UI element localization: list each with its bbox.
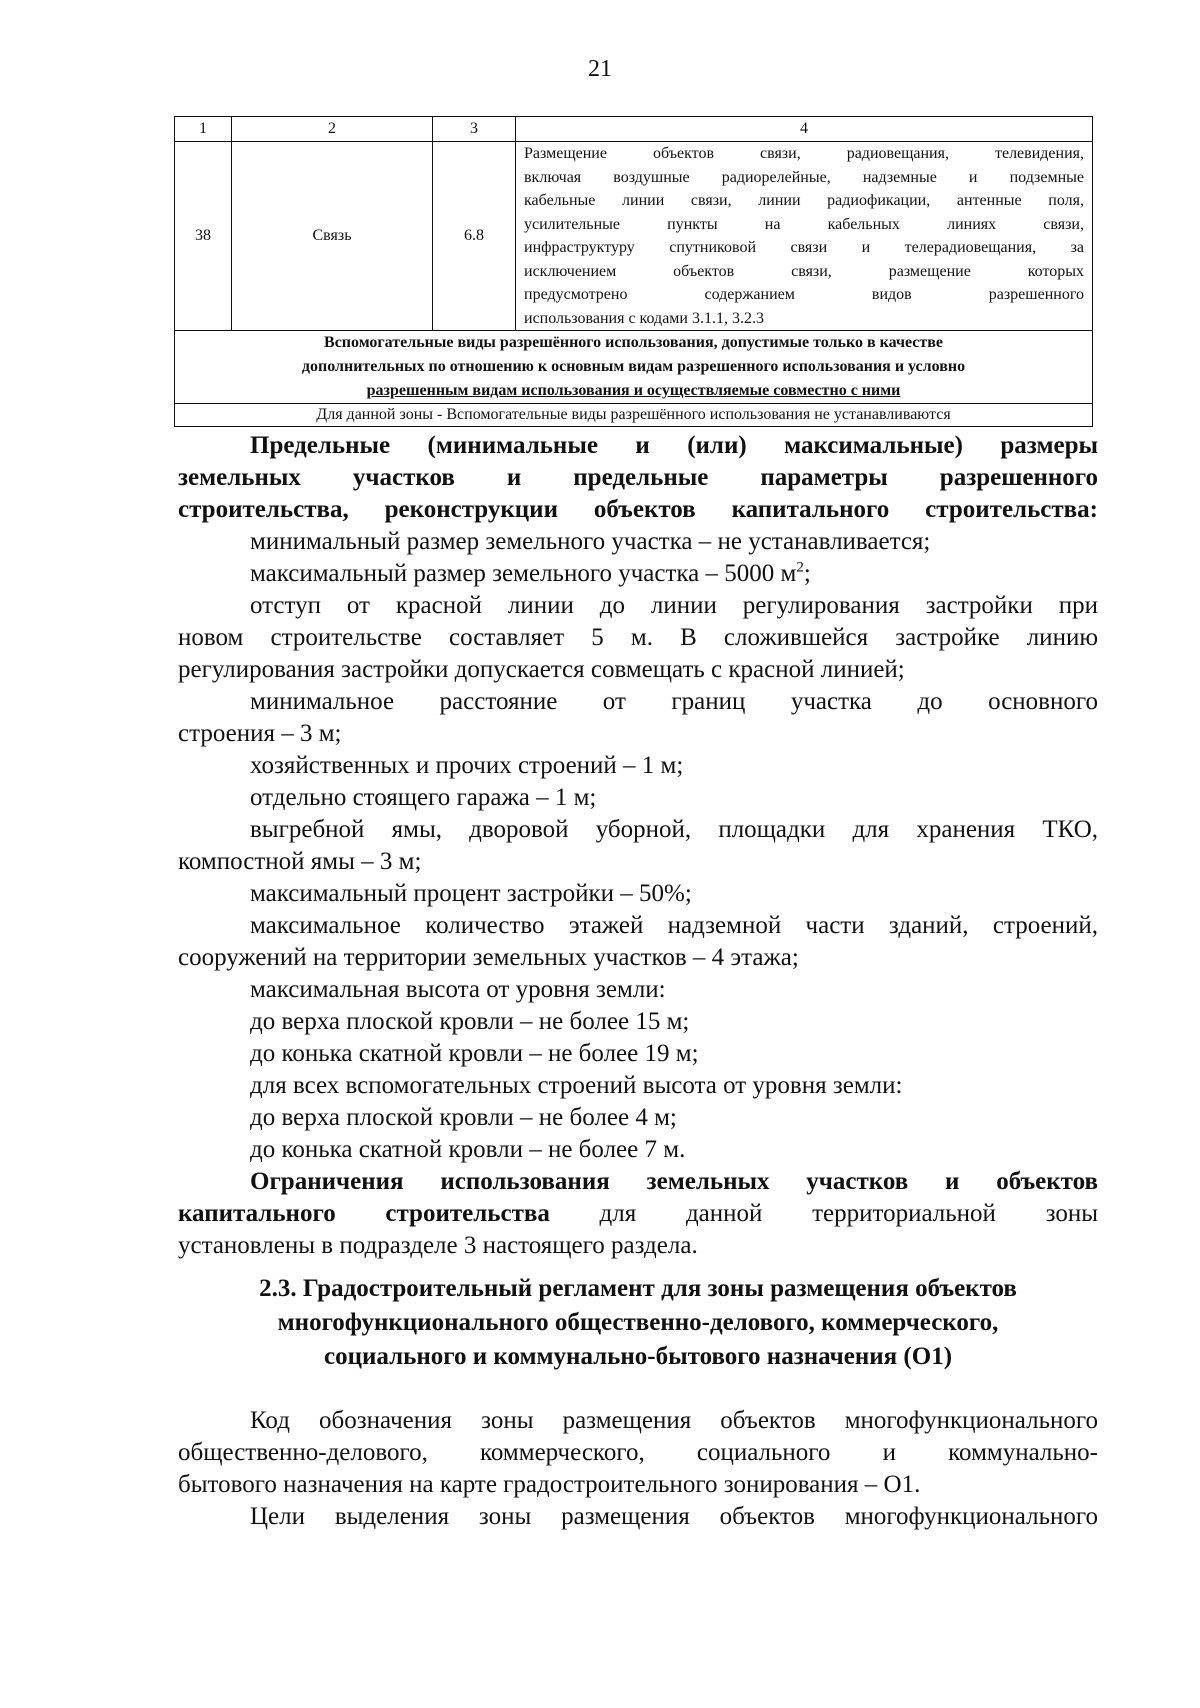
land-use-table <box>174 116 1093 427</box>
cesspit-line: компостной ямы – 3 м; <box>178 848 422 875</box>
table-row <box>175 142 1093 331</box>
setback-line: регулирования застройки допускается совмещать с красной линией; <box>178 656 905 683</box>
setback-line: отступ от красной линии до линии регулирования застройки при <box>250 592 1098 619</box>
max-plot-superscript: 2 <box>796 559 804 576</box>
max-height: максимальная высота от уровня земли: <box>250 976 666 1003</box>
use-code: 6.8 <box>433 142 516 331</box>
limits-heading-line: Предельные (минимальные и (или) максимальные) размеры <box>250 432 1098 459</box>
description-line: использования с кодами 3.1.1, 3.2.3 <box>524 309 764 327</box>
description-line: предусмотрено содержанием видов разрешенного <box>524 286 1084 303</box>
section-title-line: 2.3. Градостроительный регламент для зоны размещения объектов <box>259 1275 1017 1302</box>
zone-code-section <box>178 1405 1098 1533</box>
max-plot-size <box>178 558 1098 590</box>
zone-code-line: общественно-делового, коммерческого, социального и коммунально- <box>178 1439 1098 1466</box>
banner-line: дополнительных по отношению к основным видам разрешенного использования и условно <box>301 358 966 375</box>
banner-line: Вспомогательные виды разрешённого использования, допустимые только в качестве <box>324 334 943 351</box>
table-header-cell: 4 <box>516 117 1093 142</box>
restrictions-bold: капитального строительства <box>178 1200 550 1227</box>
aux-flat-roof: до верха плоской кровли – не более 4 м; <box>250 1104 677 1131</box>
pitched-roof-height: до конька скатной кровли – не более 19 м; <box>250 1040 699 1067</box>
row-number: 38 <box>175 142 232 331</box>
table-header-cell: 3 <box>433 117 516 142</box>
use-description <box>516 142 1093 331</box>
zone-note-row <box>175 404 1093 427</box>
description-line: исключением объектов связи, размещение которых <box>524 262 1084 280</box>
description-line: Размещение объектов связи, радиовещания, телевидения, <box>524 145 1084 162</box>
description-line: усилительные пункты на кабельных линиях связи, <box>524 215 1084 233</box>
aux-uses-banner <box>175 331 1093 404</box>
restrictions-line <box>178 1198 1098 1230</box>
limits-heading-line: земельных участков и предельные параметры разрешенного <box>178 464 1098 491</box>
description-line: инфраструктуру спутниковой связи и телерадиовещания, за <box>524 239 1084 256</box>
zone-note: Для данной зоны - Вспомогательные виды разрешённого использования не устанавливаются <box>175 404 1093 427</box>
min-distance-line: минимальное расстояние от границ участка до основного <box>250 688 1098 715</box>
max-plot-punct: ; <box>803 560 811 587</box>
description-line: кабельные линии связи, линии радиофикации, антенные поля, <box>524 192 1084 209</box>
use-name: Связь <box>232 142 433 331</box>
garage-distance: отдельно стоящего гаража – 1 м; <box>250 784 597 811</box>
table-header-cell: 2 <box>232 117 433 142</box>
aux-banner-row <box>175 331 1093 404</box>
restrictions-line: Ограничения использования земельных участков и объектов <box>250 1168 1098 1195</box>
max-build-percent: максимальный процент застройки – 50%; <box>250 880 692 907</box>
aux-pitched-roof: до конька скатной кровли – не более 7 м. <box>250 1136 686 1163</box>
banner-line-underlined: разрешенным видам использования и осуществляемые совместно с ними <box>366 382 901 399</box>
setback-line: новом строительстве составляет 5 м. В сложившейся застройке линию <box>178 624 1098 651</box>
restrictions-line: установлены в подразделе 3 настоящего раздела. <box>178 1232 698 1259</box>
section-title-line: социального и коммунально-бытового назначения (О1) <box>323 1343 953 1370</box>
aux-height: для всех вспомогательных строений высота от уровня земли: <box>250 1072 903 1099</box>
min-plot-size: минимальный размер земельного участка – не устанавливается; <box>250 528 931 555</box>
min-distance-line: строения – 3 м; <box>178 720 342 747</box>
restrictions-rest: для данной территориальной зоны <box>549 1200 1098 1227</box>
table-header-cell: 1 <box>175 117 232 142</box>
limits-section <box>178 430 1098 1262</box>
limits-heading-line: строительства, реконструкции объектов капитального строительства: <box>178 496 1098 523</box>
section-title <box>170 1273 1106 1375</box>
floors-line: максимальное количество этажей надземной части зданий, строений, <box>250 912 1098 939</box>
page-number: 21 <box>588 56 612 82</box>
banner-line <box>183 379 1084 403</box>
section-title-line: многофункционального общественно-делового, коммерческого, <box>277 1309 999 1336</box>
zone-code-line: бытового назначения на карте градостроительного зонирования – О1. <box>178 1471 921 1498</box>
cesspit-line: выгребной ямы, дворовой уборной, площадки для хранения ТКО, <box>250 816 1098 843</box>
household-buildings: хозяйственных и прочих строений – 1 м; <box>250 752 684 779</box>
floors-line: сооружений на территории земельных участков – 4 этажа; <box>178 944 799 971</box>
description-line: включая воздушные радиорелейные, надземные и подземные <box>524 168 1084 186</box>
zone-code-line: Код обозначения зоны размещения объектов многофункционального <box>250 1407 1098 1434</box>
flat-roof-height: до верха плоской кровли – не более 15 м; <box>250 1008 690 1035</box>
table-header-row <box>175 117 1093 142</box>
max-plot-text: максимальный размер земельного участка – 5000 м <box>250 560 797 587</box>
zone-goals-line: Цели выделения зоны размещения объектов многофункционального <box>250 1503 1098 1530</box>
